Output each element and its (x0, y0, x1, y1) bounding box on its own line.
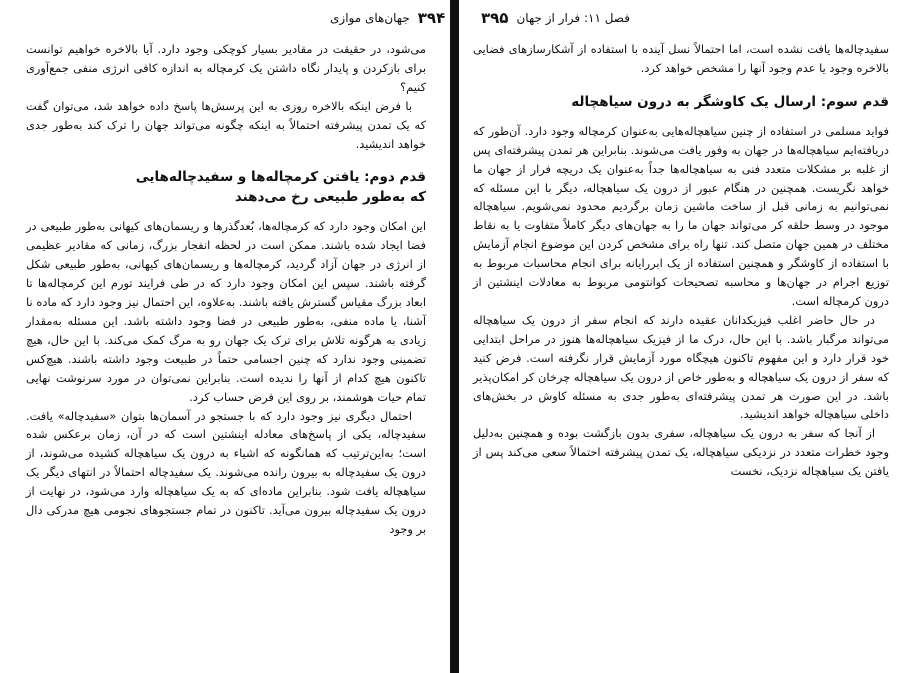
paragraph: این امکان وجود دارد که کرمچاله‌ها، بُعدگذرها و ریسمان‌های کیهانی به‌طور طبیعی در فضا ایجاد شده باشند. ممکن است در لحظه انفجار بزرگ، زمانی که مقادیر عظیمی از انرژی در جهان آزاد گردید، کرمچاله‌ها و ریسمان‌های کیهانی، به‌طور طبیعی شکل گرفته باشند. سپس این امکان وجود دارد که در طی فرایند تورم این کرمچاله‌ها تا ابعاد بزرگ مقیاس گسترش یافته باشند. به‌علاوه، این احتمال نیز وجود دارد که ماده نا آشنا، یا ماده منفی، به‌طور طبیعی در فضا وجود داشته باشد. این مسئله به‌مقدار زیادی به هرگونه تلاش برای ترک یک جهان رو به مرگ کمک می‌کند. با این حال، هیچ تضمینی وجود ندارد که چنین اجسامی حتماً در طبیعت وجود داشته باشند. هیچ‌کس تاکنون هیچ کدام از آنها را ندیده است. بنابراین نمی‌توان در مورد سرنوشت نهایی تمام حیات هوشمند، بر روی این فرض حساب کرد. (26, 219, 426, 404)
paragraph: سفیدچاله‌ها یافت نشده است، اما احتمالاً نسل آینده با استفاده از آشکارسازهای فضایی بالاخره وجود یا عدم وجود آنها را مشخص خواهد کرد. (473, 42, 889, 75)
paragraph: می‌شود، در حقیقت در مقادیر بسیار کوچکی وجود دارد. آیا بالاخره خواهیم توانست برای بازکردن و پایدار نگاه داشتن یک کرمچاله به اندازه کافی انرژی منفی جمع‌آوری کنیم؟ (26, 42, 426, 94)
book-gutter (450, 0, 459, 673)
paragraph: فواید مسلمی در استفاده از چنین سیاهچاله‌هایی به‌عنوان کرمچاله وجود دارد. آن‌طور که دریافته‌ایم سیاهچاله‌ها در جهان به وفور یافت می‌شوند. بنابراین هر تمدن پیشرفته‌ای پس از غلبه بر مشکلات متعدد فنی به سیاهچاله‌ها جداً به‌عنوان یک دریچه فرار از جهان ما خواهد نگریست. همچنین در هنگام عبور از درون یک سیاهچاله، دیگر با این مسئله که نمی‌توانیم به زمانی قبل از ساخت ماشین زمان برگردیم محدود نمی‌شویم. سیاهچاله موجود در وسط حلقه کر می‌تواند جهان ما را به جهان‌های دیگر کاملاً متفاوت یا به نقاط مختلف در همین جهان متصل کند. تنها راه برای مشخص کردن این موضوع انجام آزمایش با استفاده از کاوشگر و همچنین استفاده از یک ابررایانه برای انجام محاسبات مربوط به توزیع اجرام در جهان‌ها و محاسبه تصحیحات کوانتومی مربوط به معادلات اینشتین از درون کرمچاله است. (473, 123, 889, 308)
left-running-head: جهان‌های موازی (330, 11, 410, 25)
left-page-header (330, 10, 445, 26)
right-page-body (473, 40, 889, 481)
right-page-number: ۳۹۵ (481, 9, 509, 27)
right-page-header (481, 10, 630, 26)
section-heading-step-two (26, 167, 426, 207)
heading-line: قدم دوم: یافتن کرمچاله‌ها و سفیدچاله‌هایی (135, 169, 426, 186)
paragraph: از آنجا که سفر به درون یک سیاهچاله، سفری بدون بازگشت بوده و همچنین به‌دلیل وجود خطرات متعدد در نزدیکی سیاهچاله، یک تمدن پیشرفته احتمالاً سعی می‌کند پس از یافتن یک سیاهچاله نزدیک، نخست (473, 426, 889, 479)
paragraph: در حال حاضر اغلب فیزیکدانان عقیده دارند که انجام سفر از درون یک سیاهچاله می‌تواند مرگبار باشد. با این حال، درک ما از فیزیک سیاهچاله‌ها هنوز در مراحل ابتدایی خود قرار دارد و این مفهوم تاکنون هیچگاه مورد آزمایش قرار نگرفته است. فرض کنید که سفر از درون یک سیاهچاله و به‌طور خاص از درون یک سیاهچاله چرخان کر امکان‌پذیر باشد. در این صورت هر تمدن پیشرفته‌ای به‌طور جدی به مسئله کاوش در بخش‌های داخلی سیاهچاله خواهد اندیشید. (473, 312, 889, 422)
section-heading-step-three: قدم سوم: ارسال یک کاوشگر به درون سیاهچاله (571, 93, 889, 110)
paragraph: با فرض اینکه بالاخره روزی به این پرسش‌ها پاسخ داده خواهد شد، می‌توان گفت که یک تمدن پیشرفته احتمالاً به اینکه چگونه می‌تواند جهان را ترک کند به‌طور جدی خواهد اندیشید. (26, 98, 426, 151)
right-running-head: فصل ۱۱: فرار از جهان (516, 11, 630, 25)
heading-line: که به‌طور طبیعی رخ می‌دهند (234, 189, 426, 206)
left-page (0, 0, 450, 673)
right-page (459, 0, 917, 673)
left-page-number: ۳۹۴ (417, 9, 446, 27)
paragraph: احتمال دیگری نیز وجود دارد که با جستجو در آسمان‌ها بتوان «سفیدچاله» یافت. سفیدچاله، یکی از پاسخ‌های معادله اینشتین است که در آن، زمان برعکس شده است؛ به‌این‌ترتیب که همانگونه که اشیاء به درون یک سیاهچاله کشیده می‌شوند، از درون یک سفیدچاله به بیرون رانده می‌شوند. یک سفیدچاله احتمالاً در انتهای دیگر یک سیاهچاله یافت شود. بنابراین ماده‌ای که به یک سیاهچاله وارد می‌شود، در نهایت از درون یک سفیدچاله بیرون می‌آید. تاکنون در تمام جستجوهای نجومی هیچ مدرکی دال بر وجود (26, 408, 426, 536)
left-page-body (26, 40, 426, 539)
